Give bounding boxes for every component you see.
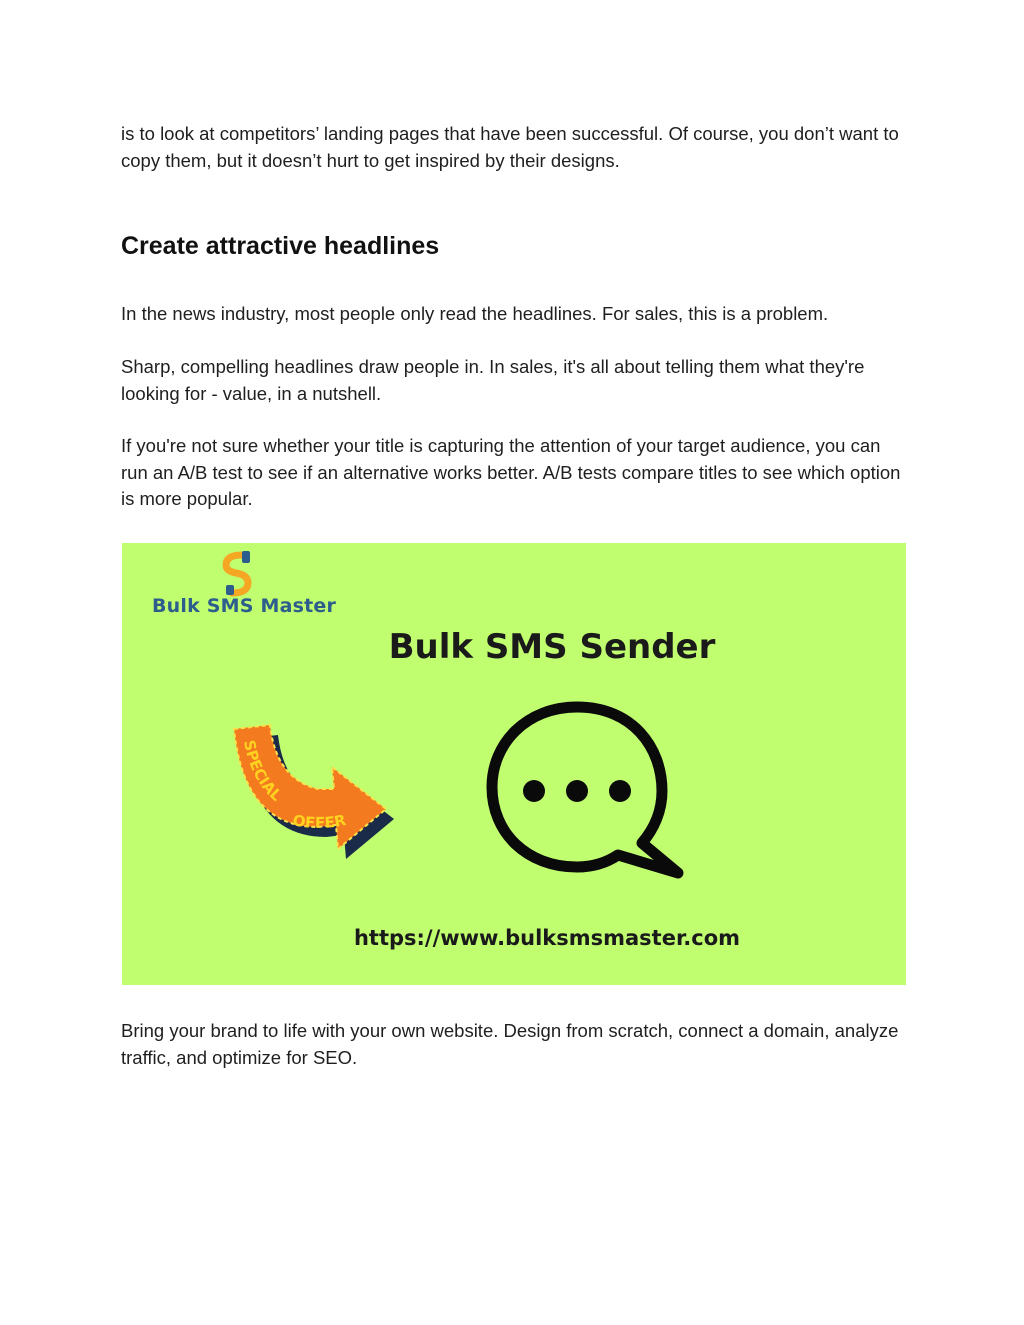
paragraph-news: In the news industry, most people only read the headlines. For sales, this is a problem. — [121, 303, 829, 324]
banner-url: https://www.bulksmsmaster.com — [353, 926, 741, 950]
promo-banner — [122, 543, 906, 985]
section-heading: Create attractive headlines — [121, 232, 440, 260]
offer-text-special: SPECIAL — [240, 738, 286, 805]
paragraph-website: Bring your brand to life with your own website. Design from scratch, connect a domain, analyze traffic, and optimize for SEO. — [121, 1020, 899, 1068]
brand-name: Bulk SMS Master — [152, 595, 337, 617]
banner-title: Bulk SMS Sender — [388, 627, 716, 667]
special-offer-arrow-icon — [222, 721, 397, 861]
brand-s-logo-icon — [218, 549, 258, 597]
chat-bubble-icon — [482, 695, 692, 885]
paragraph-headlines: Sharp, compelling headlines draw people in. In sales, it's all about telling them what they're looking for - value, in a nutshell. — [121, 356, 865, 404]
intro-paragraph: is to look at competitors’ landing pages that have been successful. Of course, you don’t want to copy them, but it doesn’t hurt to get inspired by their designs. — [121, 123, 899, 171]
paragraph-ab-test: If you're not sure whether your title is capturing the attention of your target audience, you can run an A/B test to see if an alternative works better. A/B tests compare titles to see which option is more popular. — [121, 435, 901, 509]
offer-text-offer: OFFER — [291, 810, 348, 832]
